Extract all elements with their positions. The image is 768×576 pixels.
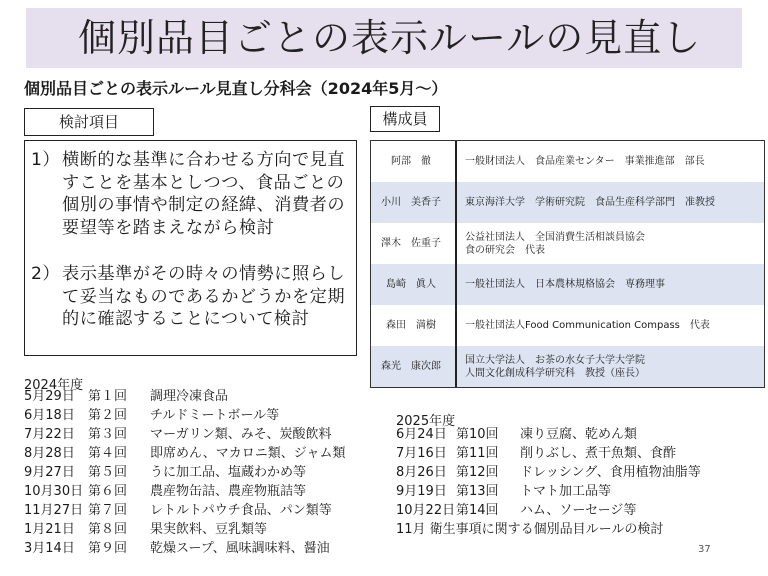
schedule-date: 7月16日 [396,446,447,461]
page-number: 37 [698,544,711,555]
schedule-round: 第３回 [88,427,128,442]
schedule-subject: 即席めん、マカロニ類、ジャム類 [150,446,346,461]
member-affiliation: 国立大学法人 お茶の水女子大学大学院 [465,354,645,366]
schedule-subject: トマト加工品等 [520,484,612,499]
schedule-2024-year: 2024年度 [24,378,84,393]
schedule-subject: ドレッシング、食用植物油脂等 [520,465,701,480]
schedule-subject: 農産物缶詰、農産物瓶詰等 [150,484,307,499]
schedule-date: 11月27日 [24,503,84,518]
member-affiliation-line2: 食の研究会 代表 [465,244,545,256]
schedule-subject: 調理冷凍食品 [150,389,229,404]
review-item-number: 2） [31,264,61,284]
slide-title: 個別品目ごとの表示ルールの見直し [78,16,702,60]
schedule-date: 10月22日 [396,503,456,518]
members-table [370,140,765,388]
schedule-round: 第９回 [88,541,128,556]
member-name: 島崎 眞人 [386,279,436,290]
schedule-date: 7月22日 [24,427,75,442]
member-name: 阿部 徹 [391,156,431,167]
member-name: 森田 満樹 [386,320,436,331]
schedule-subject: うに加工品、塩蔵わかめ等 [150,465,307,480]
review-item-number: 1） [31,150,61,170]
member-affiliation: 一般財団法人 食品産業センター 事業推進部 部長 [465,156,705,167]
schedule-round: 第６回 [88,484,128,499]
member-row [371,346,764,387]
members-label: 構成員 [370,106,440,132]
member-affiliation-line2: 人間文化創成科学研究科 教授（座長） [465,367,645,379]
schedule-subject: 削りぶし、煮干魚類、食酢 [520,446,677,461]
schedule-round: 第４回 [88,446,128,461]
schedule-subject: 果実飲料、豆乳類等 [150,522,268,537]
schedule-date: 9月27日 [24,465,75,480]
schedule-date: 1月21日 [24,522,75,537]
schedule-subject: マーガリン類、みそ、炭酸飲料 [150,427,332,442]
schedule-subject: 凍り豆腐、乾めん類 [520,427,638,442]
member-name: 小川 美香子 [381,197,441,208]
member-name: 澤木 佐重子 [381,238,441,249]
member-row [371,264,764,305]
schedule-date: 10月30日 [24,484,84,499]
schedule-round: 第14回 [456,503,499,518]
member-name: 森光 康次郎 [381,361,441,372]
schedule-date: 6月24日 [396,427,447,442]
schedule-last-line: 11月 衛生事項に関する個別品目ルールの検討 [396,522,664,537]
member-row [371,141,764,182]
schedule-round: 第11回 [456,446,499,461]
column-divider [455,141,457,387]
schedule-date: 8月28日 [24,446,75,461]
schedule-date: 6月18日 [24,408,75,423]
review-box [24,140,357,356]
schedule-date: 8月26日 [396,465,447,480]
title-bar [26,8,742,68]
schedule-round: 第10回 [456,427,499,442]
member-row [371,305,764,346]
schedule-date: 3月14日 [24,541,75,556]
schedule-date: 9月19日 [396,484,447,499]
schedule-round: 第13回 [456,484,499,499]
member-affiliation: 一般社団法人 日本農林規格協会 専務理事 [465,279,665,290]
schedule-subject: 乾燥スープ、風味調味料、醤油 [150,541,330,556]
subtitle: 個別品目ごとの表示ルール見直し分科会（2024年5月～） [24,79,448,98]
schedule-subject: ハム、ソーセージ等 [520,503,637,518]
member-affiliation: 一般社団法人Food Communication Compass 代表 [465,320,710,331]
member-affiliation: 東京海洋大学 学術研究院 食品生産科学部門 准教授 [465,197,715,208]
schedule-2025-year: 2025年度 [396,414,456,429]
member-row [371,223,764,264]
schedule-round: 第８回 [88,522,128,537]
schedule-subject: レトルトパウチ食品、パン類等 [150,503,332,518]
review-item-text: 横断的な基準に合わせる方向で見直すことを基本としつつ、食品ごとの個別の事情や制定の経緯、消費者の要望等を踏まえながら検討 [62,150,346,238]
schedule-round: 第５回 [88,465,128,480]
schedule-date: 5月29日 [24,389,75,404]
schedule-round: 第７回 [88,503,128,518]
schedule-round: 第12回 [456,465,499,480]
member-affiliation: 公益社団法人 全国消費生活相談員協会 [465,231,645,243]
review-label: 検討項目 [24,108,154,136]
member-row [371,182,764,223]
schedule-round: 第１回 [88,389,128,404]
schedule-round: 第２回 [88,408,128,423]
review-item-text: 表示基準がその時々の情勢に照らして妥当なものであるかどうかを定期的に確認することについて検討 [62,264,346,330]
schedule-subject: チルドミートボール等 [150,408,280,423]
